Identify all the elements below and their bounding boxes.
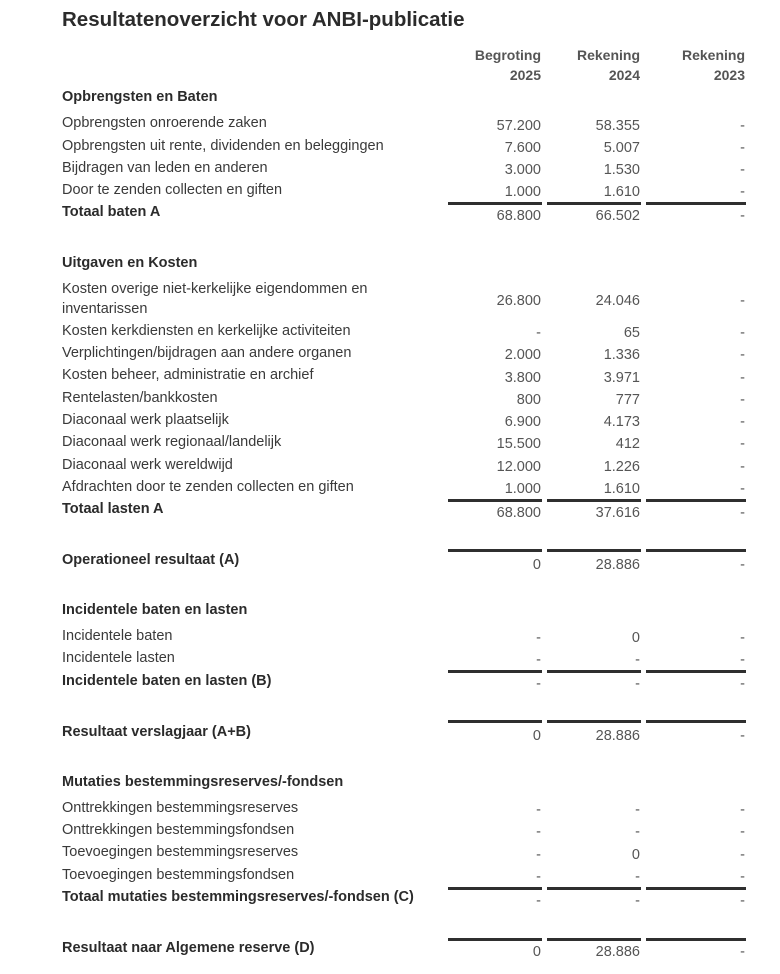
table-row: Door te zenden collecten en giften 1.000 1.610 - [62,182,745,200]
total-row-incidenteel: Incidentele baten en lasten (B) - - - [62,673,745,692]
table-row: Onttrekkingen bestemmingsfondsen - - - [62,822,745,840]
page-title: Resultatenoverzicht voor ANBI-publicatie [62,8,465,31]
result-row-operationeel: Operationeel resultaat (A) 0 28.886 - [62,552,745,573]
table-row: Bijdragen van leden en anderen 3.000 1.530 - [62,160,745,178]
section-heading-lasten: Uitgaven en Kosten [62,255,198,271]
table-row: Opbrengsten uit rente, dividenden en beleggingen 7.600 5.007 - [62,138,745,156]
section-heading-mutaties: Mutaties bestemmingsreserves/-fondsen [62,774,344,790]
table-row: Incidentele baten - 0 - [62,628,745,646]
table-row: Kosten kerkdiensten en kerkelijke activiteiten - 65 - [62,323,745,341]
result-row-algemene-reserve: Resultaat naar Algemene reserve (D) 0 28.886 - [62,940,745,960]
section-heading-incidenteel: Incidentele baten en lasten [62,602,248,618]
total-row-lasten: Totaal lasten A 68.800 37.616 - [62,501,745,521]
table-row: Diaconaal werk plaatselijk 6.900 4.173 - [62,412,745,430]
table-row: Opbrengsten onroerende zaken 57.200 58.355 - [62,115,745,134]
table-row: Diaconaal werk regionaal/landelijk 15.500 412 - [62,434,745,452]
table-row: Onttrekkingen bestemmingsreserves - - - [62,800,745,818]
total-row-mutaties: Totaal mutaties bestemmingsreserves/-fondsen (C) - - - [62,889,745,909]
table-row: Rentelasten/bankkosten 800 777 - [62,390,745,408]
table-row: Toevoegingen bestemmingsfondsen - - - [62,867,745,885]
table-row: Incidentele lasten - - - [62,650,745,668]
table-row: Kosten beheer, administratie en archief 3.800 3.971 - [62,367,745,386]
table-row: Afdrachten door te zenden collecten en giften 1.000 1.610 - [62,479,745,497]
table-row: Toevoegingen bestemmingsreserves - 0 - [62,844,745,863]
column-header-rekening-2024: Rekening 2024 [576,47,640,83]
column-header-rekening-2023: Rekening 2023 [681,47,745,83]
table-row: Diaconaal werk wereldwijd 12.000 1.226 - [62,457,745,475]
section-heading-baten: Opbrengsten en Baten [62,89,218,105]
table-row: Verplichtingen/bijdragen aan andere organen 2.000 1.336 - [62,345,745,363]
result-row-verslagjaar: Resultaat verslagjaar (A+B) 0 28.886 - [62,724,745,744]
column-header-begroting-2025: Begroting 2025 [474,47,541,83]
total-row-baten: Totaal baten A 68.800 66.502 - [62,204,745,224]
table-row: Kosten overige niet-kerkelijke eigendommen en inventarissen 26.800 24.046 - [62,281,745,317]
